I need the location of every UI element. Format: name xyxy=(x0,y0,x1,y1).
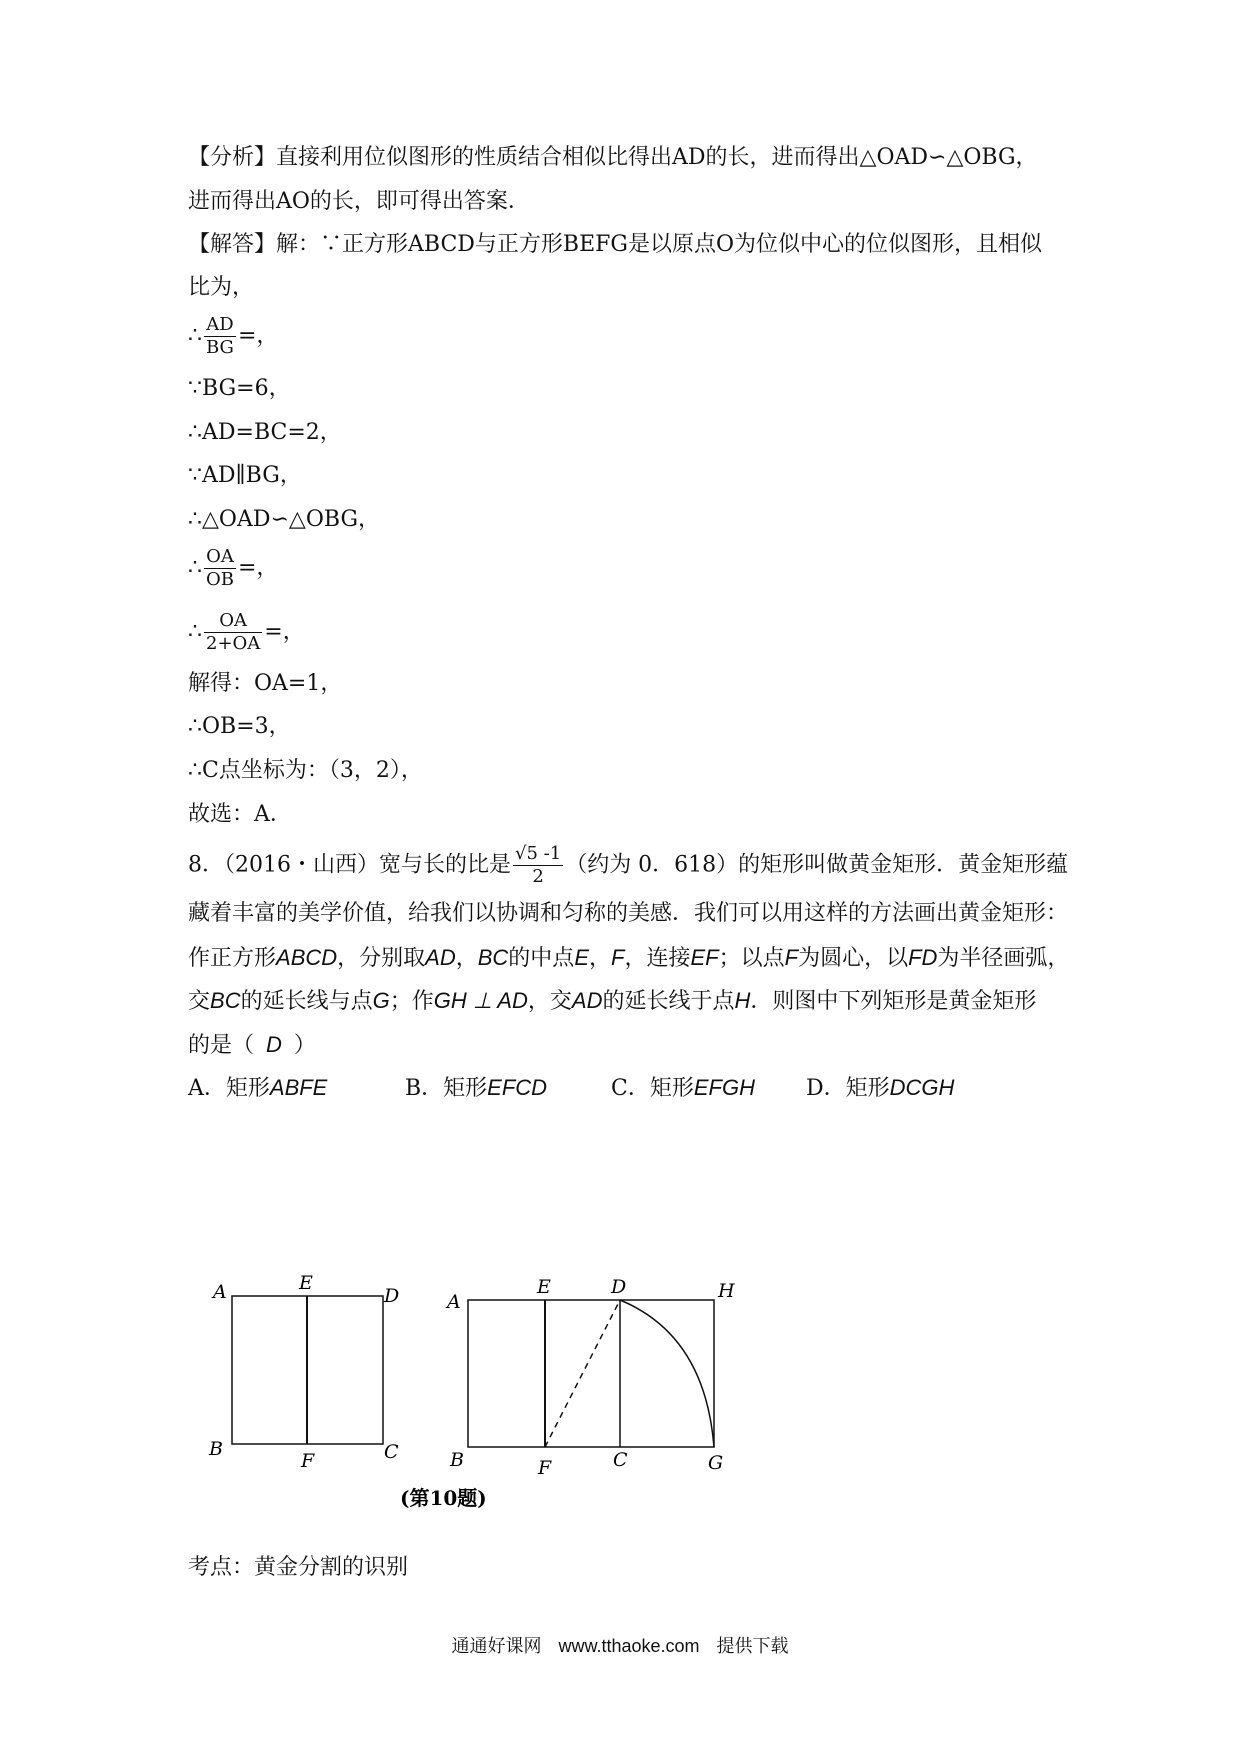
label-g: G xyxy=(708,1452,724,1474)
option-label: C．矩形 xyxy=(611,1076,694,1101)
option-name: EFCD xyxy=(487,1075,548,1100)
solution-step-5: ∴△OAD∽△OBG， xyxy=(188,507,381,532)
fraction-numerator: √5 -1 xyxy=(515,843,562,864)
solution-step-4: ∵AD∥BG， xyxy=(188,463,302,488)
math-var: G xyxy=(372,988,390,1013)
text: 的延长线与点 xyxy=(240,989,373,1014)
label-d: D xyxy=(384,1285,400,1307)
label-c: C xyxy=(384,1441,399,1463)
label-f: F xyxy=(301,1450,315,1472)
label-b: B xyxy=(450,1449,464,1471)
figure-caption: (第10题) xyxy=(400,1486,487,1510)
text: 的是（ xyxy=(188,1033,255,1058)
fraction-numerator: OA xyxy=(204,610,262,633)
text: ） xyxy=(293,1033,316,1058)
solution-step-2: ∵BG=6， xyxy=(188,376,291,401)
math-var: FD xyxy=(908,945,938,970)
text: 为半径画弧， xyxy=(937,946,1070,971)
math-var: H xyxy=(734,988,751,1013)
math-var: AD xyxy=(425,945,456,970)
solution-step-3: ∴AD=BC=2， xyxy=(188,420,342,445)
math-var: AD xyxy=(571,988,603,1013)
text: 为圆心，以 xyxy=(798,946,909,971)
question8-prefix: 8．（2016・山西）宽与长的比是 xyxy=(188,852,511,878)
fraction-numerator: AD xyxy=(204,314,236,337)
text: ，连接 xyxy=(624,946,691,971)
step7-suffix: =， xyxy=(264,619,305,645)
math-var: EF xyxy=(690,945,719,970)
fraction-denominator: 2 xyxy=(532,866,544,887)
solution-line-2: 比为， xyxy=(188,275,255,300)
answer: D xyxy=(266,1032,282,1057)
question8-line-2: 藏着丰富的美学价值，给我们以协调和匀称的美感．我们可以用这样的方法画出黄金矩形： xyxy=(188,901,1069,926)
text: 的延长线于点 xyxy=(602,989,735,1014)
step7-prefix: ∴ xyxy=(188,619,202,645)
text: ；作 xyxy=(389,989,434,1014)
option-name: ABFE xyxy=(269,1075,328,1100)
label-e: E xyxy=(299,1272,313,1294)
option-label: B．矩形 xyxy=(405,1076,488,1101)
footer-url[interactable]: www.tthaoke.com xyxy=(558,1636,700,1656)
fraction-denominator: BG xyxy=(206,337,234,358)
label-b: B xyxy=(209,1438,223,1460)
step6-suffix: =， xyxy=(237,555,279,581)
solution-step-11: 故选：A． xyxy=(188,802,292,827)
option-label: A．矩形 xyxy=(188,1076,270,1101)
solution-step-10: ∴C点坐标为：（3，2）， xyxy=(188,758,423,783)
math-var: BC xyxy=(477,945,509,970)
analysis-line-1: 【分析】直接利用位似图形的性质结合相似比得出AD的长，进而得出△OAD∽△OBG， xyxy=(188,145,1038,170)
label-a: A xyxy=(447,1291,461,1313)
footer-site: 通通好课网 xyxy=(451,1636,542,1656)
segment-fd-dashed xyxy=(545,1300,620,1447)
text: ．则图中下列矩形是黄金矩形 xyxy=(750,989,1037,1014)
arc-dg xyxy=(620,1300,714,1447)
fraction-denominator: 2+OA xyxy=(206,633,261,654)
option-name: EFGH xyxy=(693,1075,755,1100)
text: 交 xyxy=(188,989,211,1014)
page-footer xyxy=(0,1632,1240,1658)
text: ，交 xyxy=(527,989,572,1014)
math-var: E xyxy=(574,945,589,970)
text: ， xyxy=(589,946,612,971)
label-d: D xyxy=(611,1276,627,1298)
label-f: F xyxy=(538,1457,552,1479)
fraction-numerator: OA xyxy=(204,546,236,569)
step1-suffix: =， xyxy=(237,323,279,349)
option-label: D．矩形 xyxy=(806,1076,890,1101)
text: 的中点 xyxy=(508,946,575,971)
label-e: E xyxy=(537,1276,551,1298)
label-a: A xyxy=(213,1281,227,1303)
option-name: DCGH xyxy=(889,1075,955,1100)
solution-line-1: 【解答】解：∵正方形ABCD与正方形BEFG是以原点O为位似中心的位似图形，且相似 xyxy=(188,232,1043,257)
question8-suffix: （约为 0．618）的矩形叫做黄金矩形．黄金矩形蕴 xyxy=(565,852,1069,878)
solution-step-9: ∴OB=3， xyxy=(188,714,291,739)
text: ， xyxy=(455,946,478,971)
solution-step-8: 解得：OA=1， xyxy=(188,671,343,696)
analysis-line-2: 进而得出AO的长，即可得出答案． xyxy=(188,189,530,214)
math-var: F xyxy=(611,945,625,970)
math-var: F xyxy=(784,945,799,970)
step1-prefix: ∴ xyxy=(188,323,202,349)
step6-prefix: ∴ xyxy=(188,555,202,581)
label-c: C xyxy=(613,1449,628,1471)
text: 作正方形 xyxy=(188,946,277,971)
math-var: BC xyxy=(210,988,241,1013)
fraction-denominator: OB xyxy=(206,569,234,590)
label-h: H xyxy=(718,1280,735,1302)
math-var: ABCD xyxy=(276,945,338,970)
text: ；以点 xyxy=(718,946,785,971)
topic-line: 考点：黄金分割的识别 xyxy=(188,1555,409,1580)
text: ，分别取 xyxy=(337,946,426,971)
math-var: GH ⊥ AD xyxy=(433,988,528,1013)
rectangle-abgh xyxy=(468,1300,714,1447)
footer-tail: 提供下载 xyxy=(716,1636,789,1656)
